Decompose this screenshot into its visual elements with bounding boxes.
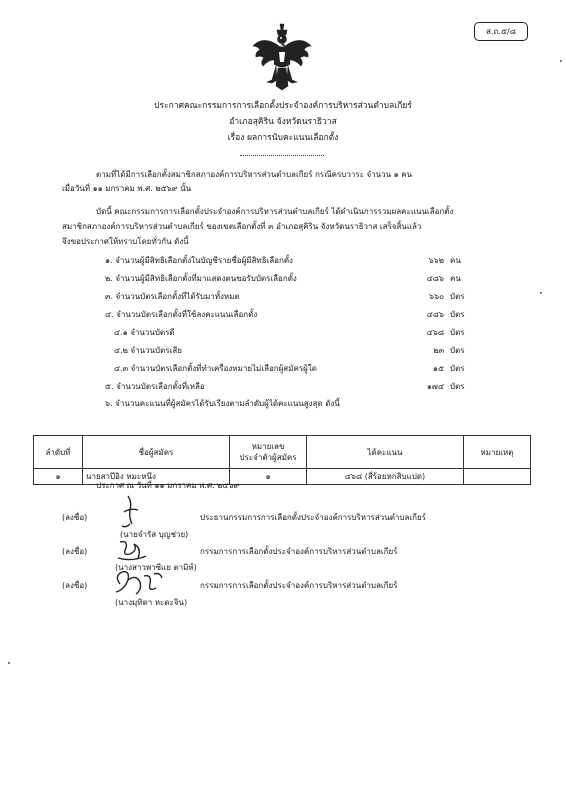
scan-speck <box>8 662 10 664</box>
table-header-row <box>34 436 531 469</box>
signature-name: (นางมุทิตา หะดะจิน) <box>115 598 188 607</box>
scan-speck <box>540 292 542 294</box>
item-label: ๒. จำนวนผู้มีสิทธิเลือกตั้งที่มาแสดงตนขอรับบัตรเลือกตั้ง <box>105 274 297 283</box>
paragraph2-line2: สมาชิกสภาองค์การบริหารส่วนตำบลเกียร์ ของเขตเลือกตั้งที่ ๓ อำเภอสุคิริน จังหวัดนราธิวาส เสร็จสิ้นแล้ว <box>62 222 422 231</box>
item-unit: คน <box>450 274 461 283</box>
scan-speck <box>560 60 562 62</box>
header-line-3: เรื่อง ผลการนับคะแนนเลือกตั้ง <box>227 133 339 143</box>
table-header-note: หมายเหตุ <box>464 436 531 469</box>
garuda-emblem-icon <box>250 22 314 92</box>
item-value: ๑๗๔ <box>426 382 444 391</box>
item-unit: บัตร <box>450 364 465 373</box>
item-label: ๔. จำนวนบัตรเลือกตั้งที่ใช้ลงคะแนนเลือกตั้ง <box>105 310 258 319</box>
table-header-number-line2: ประจำตัวผู้สมัคร <box>239 453 297 462</box>
table-cell-name: นายสาปีอิง หมะหนึง <box>83 469 230 485</box>
table-header-number-line1: หมายเลข <box>251 442 285 451</box>
item-value: ๒๓ <box>433 346 444 355</box>
item-label: ๔.๑ จำนวนบัตรดี <box>114 328 175 337</box>
item-unit: บัตร <box>450 346 465 355</box>
item-value: ๖๖๒ <box>428 256 444 265</box>
table-header-rank: ลำดับที่ <box>34 436 83 469</box>
item-value: ๑๕ <box>432 364 444 373</box>
paragraph1-line2: เมื่อวันที่ ๑๑ มกราคม พ.ศ. ๒๕๖๙ นั้น <box>62 184 192 193</box>
signature-scribble-1 <box>114 494 148 530</box>
header-line-1: ประกาศคณะกรรมการการเลือกตั้งประจำองค์การบริหารส่วนตำบลเกียร์ <box>154 101 412 111</box>
paragraph2-line3: จึงขอประกาศให้ทราบโดยทั่วกัน ดังนี้ <box>62 237 189 246</box>
paragraph1-line1: ตามที่ได้มีการเลือกตั้งสมาชิกสภาองค์การบริหารส่วนตำบลเกียร์ กรณีครบวาระ จำนวน ๑ คน <box>96 170 413 179</box>
signature-title: กรรมการการเลือกตั้งประจำองค์การบริหารส่วนตำบลเกียร์ <box>200 547 398 556</box>
signature-name: (นายจำรัส บุญช่วย) <box>120 530 189 539</box>
table-cell-note <box>464 469 531 485</box>
item-label: ๕. จำนวนบัตรเลือกตั้งที่เหลือ <box>105 382 205 391</box>
signature-prefix: (ลงชื่อ) <box>62 547 88 556</box>
item-unit: บัตร <box>450 292 465 301</box>
table-cell-rank: ๑ <box>34 469 83 485</box>
item-value: ๖๖๐ <box>428 292 444 301</box>
signature-title: กรรมการการเลือกตั้งประจำองค์การบริหารส่วนตำบลเกียร์ <box>200 581 398 590</box>
item-label: ๔.๒ จำนวนบัตรเสีย <box>114 346 182 355</box>
item-label: ๖. จำนวนคะแนนที่ผู้สมัครได้รับเรียงตามลำดับผู้ได้คะแนนสูงสุด ดังนี้ <box>105 399 340 408</box>
item-value: ๔๘๖ <box>426 274 444 283</box>
item-unit: คน <box>450 256 461 265</box>
signature-scribble-3 <box>110 568 168 598</box>
header-divider <box>240 155 324 156</box>
table-header-number <box>230 436 307 469</box>
item-unit: บัตร <box>450 382 465 391</box>
table-header-score: ได้คะแนน <box>307 436 464 469</box>
item-unit: บัตร <box>450 310 465 319</box>
item-label: ๓. จำนวนบัตรเลือกตั้งที่ได้รับมาทั้งหมด <box>105 292 240 301</box>
signature-prefix: (ลงชื่อ) <box>62 513 88 522</box>
signature-title: ประธานกรรมการการเลือกตั้งประจำองค์การบริหารส่วนตำบลเกียร์ <box>200 513 426 522</box>
item-value: ๔๘๖ <box>426 310 444 319</box>
signature-name: (นางสาวพาซีแย ตามิห์) <box>115 563 197 572</box>
header-line-2: อำเภอสุคิริน จังหวัดนราธิวาส <box>229 117 337 127</box>
form-code-box: ส.ถ.๕/๘ <box>474 22 528 41</box>
item-label: ๔.๓ จำนวนบัตรเลือกตั้งที่ทำเครื่องหมายไม่เลือกผู้สมัครผู้ใด <box>114 364 317 373</box>
table-cell-number: ๑ <box>230 469 307 485</box>
table-header-name: ชื่อผู้สมัคร <box>83 436 230 469</box>
item-value: ๔๖๘ <box>426 328 444 337</box>
announce-date: ประกาศ ณ วันที่ ๑๑ มกราคม พ.ศ. ๒๕๖๙ <box>96 481 240 490</box>
table-cell-score: ๔๖๘ (สี่ร้อยหกสิบแปด) <box>307 469 464 485</box>
results-table <box>33 435 531 485</box>
signature-prefix: (ลงชื่อ) <box>62 581 88 590</box>
item-unit: บัตร <box>450 328 465 337</box>
item-label: ๑. จำนวนผู้มีสิทธิเลือกตั้งในบัญชีรายชื่อผู้มีสิทธิเลือกตั้ง <box>105 256 293 265</box>
paragraph2-line1: บัดนี้ คณะกรรมการการเลือกตั้งประจำองค์การบริหารส่วนตำบลเกียร์ ได้ดำเนินการรวมผลคะแนนเลือกตั้ง <box>96 207 454 216</box>
